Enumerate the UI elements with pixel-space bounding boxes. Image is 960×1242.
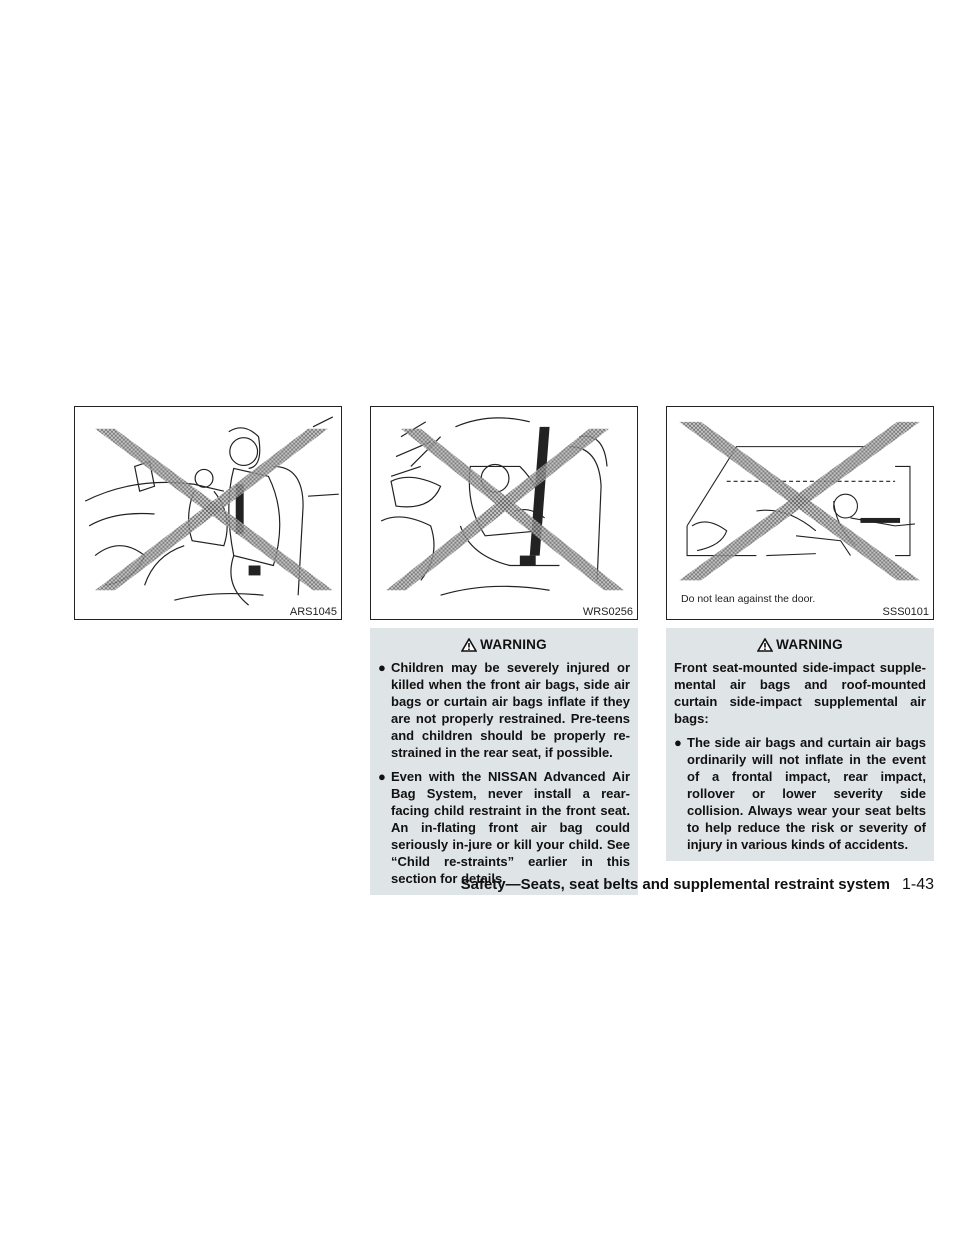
warning-text: Children may be severely injured or killed when the front air bags, side air bags or curtain air bags inflate if they are not properly restrained. Pre-teens and children should be properly re-strained in the rear seat, if possible.	[391, 660, 630, 760]
warning-text: Even with the NISSAN Advanced Air Bag System, never install a rear-facing child restraint in the front seat. An in-flating front air bag could seriously in-jure or kill your child. See “Child re-straints” earlier in this section for details.	[391, 769, 630, 886]
page-number: 1-43	[901, 876, 934, 893]
figure-rear-facing-child-seat	[370, 406, 638, 620]
warning-text: The side air bags and curtain air bags ordinarily will not inflate in the event of a frontal impact, rear impact, rollover or lower severity side collision. Always wear your seat belts to help reduce the risk or severity of injury in various kinds of accidents.	[687, 735, 926, 852]
illustration-occupant-leaning	[667, 407, 933, 619]
warning-box-child-airbags	[370, 628, 638, 895]
figure-caption: Do not lean against the door.	[681, 593, 816, 605]
bullet-dot-icon: ●	[378, 769, 386, 784]
figure-child-front-seat	[74, 406, 342, 620]
bullet-dot-icon: ●	[378, 660, 386, 675]
figure-code: SSS0101	[882, 606, 929, 618]
illustration-child-on-lap	[75, 407, 341, 619]
illustration-airbag-child-seat	[371, 407, 637, 619]
warning-intro: Front seat-mounted side-impact supple-mental air bags and roof-mounted curtain side-impact supplemental air bags:	[674, 660, 926, 726]
figure-code: ARS1045	[289, 606, 337, 618]
section-title: Safety—Seats, seat belts and supplemental restraint system	[460, 876, 890, 893]
page-footer	[461, 876, 934, 894]
warning-box-side-airbags	[666, 628, 934, 861]
warning-title: WARNING	[776, 637, 843, 652]
figure-code: WRS0256	[582, 606, 633, 618]
list-item	[378, 768, 630, 887]
warning-heading	[378, 636, 630, 653]
list-item	[674, 734, 926, 853]
bullet-dot-icon: ●	[674, 735, 682, 750]
warning-triangle-icon	[757, 638, 773, 652]
list-item	[378, 659, 630, 761]
warning-triangle-icon	[461, 638, 477, 652]
warning-title: WARNING	[480, 637, 547, 652]
warning-heading	[674, 636, 926, 653]
figure-lean-on-door	[666, 406, 934, 620]
